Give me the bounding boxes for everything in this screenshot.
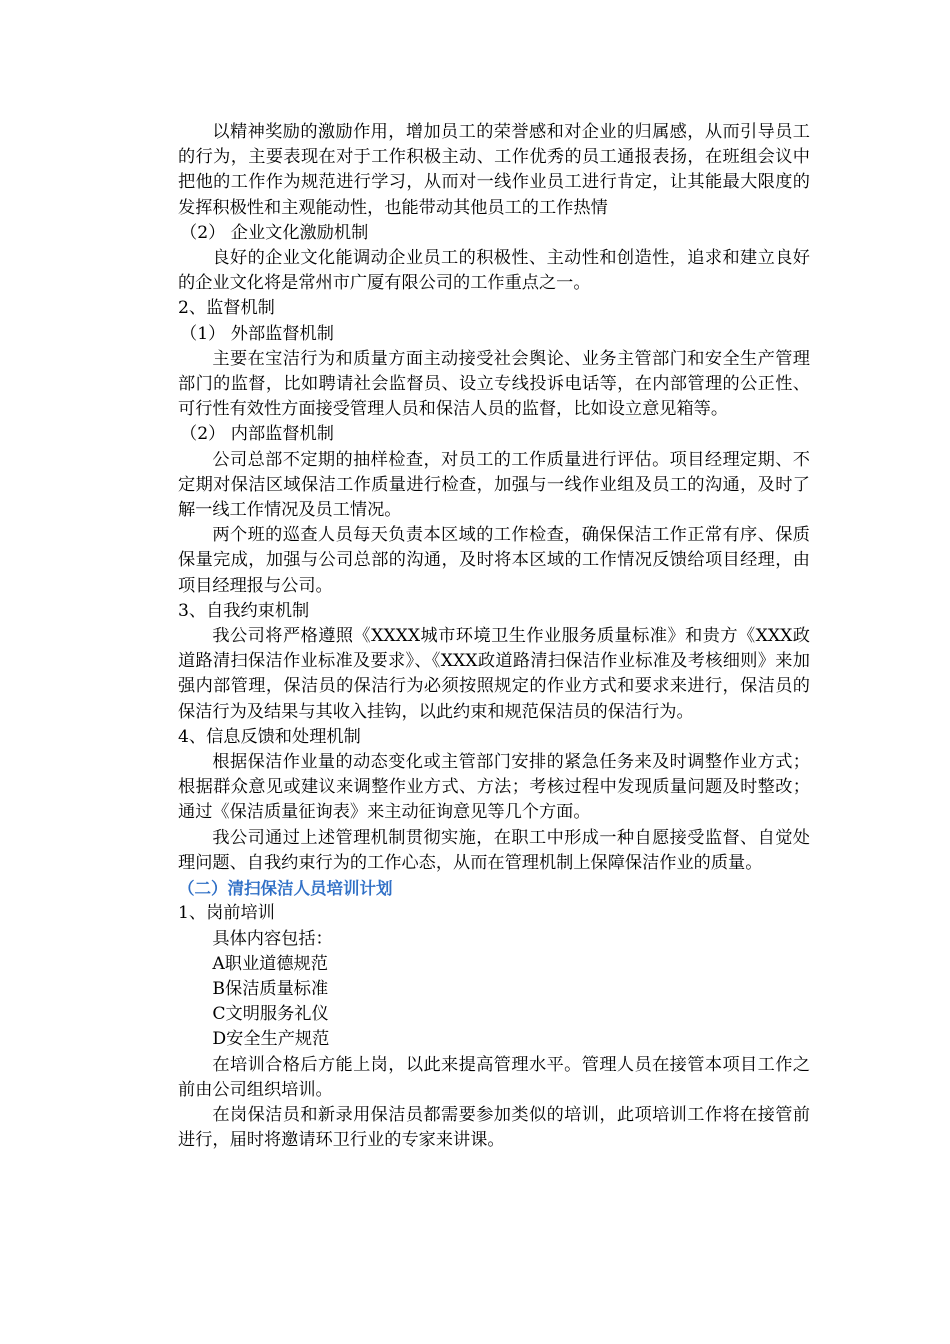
list-item: C文明服务礼仪 [212, 1004, 329, 1025]
heading-feedback: 4、信息反馈和处理机制 [178, 726, 361, 747]
heading-training-plan: （二）清扫保洁人员培训计划 [178, 879, 393, 899]
paragraph-spiritual-incentive: 以精神奖励的激励作用，增加员工的荣誉感和对企业的归属感，从而引导员工的行为，主要表现在对于工作积极主动、工作优秀的员工通报表扬，在班组会议中把他的工作作为规范进行学习，从而对一线作业员工进行肯定，让其能最大限度的发挥积极性和主观能动性，也能带动其他员工的工作热情 [178, 122, 810, 218]
list-item: B保洁质量标准 [212, 978, 329, 999]
document-body [178, 120, 810, 1153]
heading-supervision: 2、监督机制 [178, 298, 275, 319]
paragraph-on-job-training: 在岗保洁员和新录用保洁员都需要参加类似的培训，此项培训工作将在接管前进行，届时将邀请环卫行业的专家来讲课。 [178, 1104, 810, 1151]
paragraph-culture-incentive: 良好的企业文化能调动企业员工的积极性、主动性和创造性，追求和建立良好的企业文化将是常州市广厦有限公司的工作重点之一。 [178, 248, 810, 294]
heading-external-supervision: （1） 外部监督机制 [180, 323, 334, 344]
heading-self-discipline: 3、自我约束机制 [178, 600, 310, 621]
paragraph-summary: 我公司通过上述管理机制贯彻实施，在职工中形成一种自愿接受监督、自觉处理问题、自我约束行为的工作心态，从而在管理机制上保障保洁作业的质量。 [178, 827, 810, 873]
paragraph-contents-intro: 具体内容包括： [212, 928, 333, 949]
paragraph-external-supervision: 主要在宝洁行为和质量方面主动接受社会舆论、业务主管部门和安全生产管理部门的监督，比如聘请社会监督员、设立专线投诉电话等，在内部管理的公正性、可行性有效性方面接受管理人员和保洁人员的监督，比如设立意见箱等。 [178, 348, 810, 420]
paragraph-after-training: 在培训合格后方能上岗，以此来提高管理水平。管理人员在接管本项目工作之前由公司组织培训。 [178, 1054, 810, 1100]
list-item: A职业道德规范 [212, 953, 328, 974]
heading-pre-job-training: 1、岗前培训 [178, 903, 275, 924]
paragraph-feedback: 根据保洁作业量的动态变化或主管部门安排的紧急任务来及时调整作业方式；根据群众意见或建议来调整作业方式、方法；考核过程中发现质量问题及时整改；通过《保洁质量征询表》来主动征询意见等几个方面。 [178, 752, 810, 823]
paragraph-internal-supervision-1: 公司总部不定期的抽样检查，对员工的工作质量进行评估。项目经理定期、不定期对保洁区域保洁工作质量进行检查，加强与一线作业组及员工的沟通，及时了解一线工作情况及员工情况。 [178, 449, 810, 521]
heading-internal-supervision: （2） 内部监督机制 [180, 424, 334, 445]
paragraph-self-discipline: 我公司将严格遵照《XXXX城市环境卫生作业服务质量标准》和贵方《XXX政道路清扫保洁作业标准及要求》、《XXX政道路清扫保洁作业标准及考核细则》来加强内部管理，保洁员的保洁行为必须按照规定的作业方式和要求来进行，保洁员的保洁行为及结果与其收入挂钩，以此约束和规范保洁员的保洁行为。 [178, 626, 810, 722]
heading-culture-incentive: （2） 企业文化激励机制 [180, 222, 369, 243]
list-item: D安全生产规范 [212, 1029, 330, 1050]
paragraph-internal-supervision-2: 两个班的巡查人员每天负责本区域的工作检查，确保保洁工作正常有序、保质保量完成，加强与公司总部的沟通，及时将本区域的工作情况反馈给项目经理，由项目经理报与公司。 [178, 525, 810, 596]
